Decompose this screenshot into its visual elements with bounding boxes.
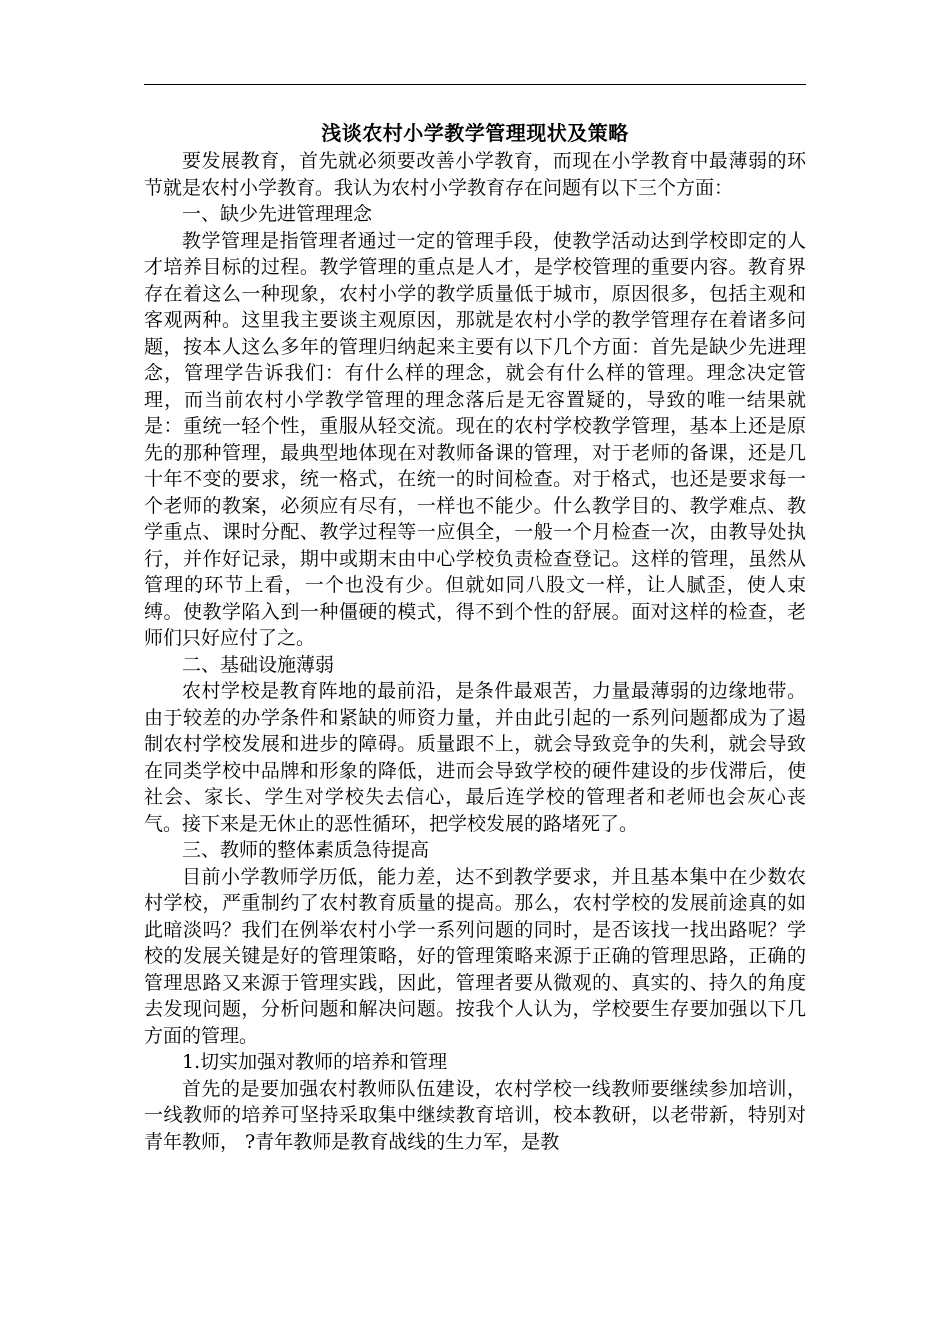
paragraph-intro: 要发展教育，首先就必须要改善小学教育，而现在小学教育中最薄弱的环节就是农村小学教育。我认为农村小学教育存在问题有以下三个方面： xyxy=(144,150,806,199)
document-body xyxy=(144,118,806,1155)
section-heading-1: 一、缺少先进管理理念 xyxy=(182,203,373,225)
paragraph-subsection-1: 首先的是要加强农村教师队伍建设，农村学校一线教师要继续参加培训，一线教师的培养可坚持采取集中继续教育培训，校本教研，以老带新，特别对青年教师， ?青年教师是教育战线的生力军，是教 xyxy=(144,1077,806,1153)
section-heading-3: 三、教师的整体素质急待提高 xyxy=(182,839,430,861)
header-rule xyxy=(144,84,806,85)
subsection-heading-1: 1.切实加强对教师的培养和管理 xyxy=(182,1051,448,1073)
document-title: 浅谈农村小学教学管理现状及策略 xyxy=(321,121,629,145)
paragraph-section-2: 农村学校是教育阵地的最前沿，是条件最艰苦，力量最薄弱的边缘地带。由于较差的办学条件和紧缺的师资力量，并由此引起的一系列问题都成为了遏制农村学校发展和进步的障碍。质量跟不上，就会导致竞争的失利，就会导致在同类学校中品牌和形象的降低，进而会导致学校的硬件建设的步伐滞后，使社会、家长、学生对学校失去信心，最后连学校的管理者和老师也会灰心丧气。接下来是无休止的恶性循环，把学校发展的路堵死了。 xyxy=(144,680,806,835)
paragraph-section-1: 教学管理是指管理者通过一定的管理手段，使教学活动达到学校即定的人才培养目标的过程。教学管理的重点是人才，是学校管理的重要内容。教育界存在着这么一种现象，农村小学的教学质量低于城市，原因很多，包括主观和客观两种。这里我主要谈主观原因，那就是农村小学的教学管理存在着诸多问题，按本人这么多年的管理归纳起来主要有以下几个方面：首先是缺少先进理念，管理学告诉我们：有什么样的理念，就会有什么样的管理。理念决定管理，而当前农村小学教学管理的理念落后是无容置疑的，导致的唯一结果就是：重统一轻个性，重服从轻交流。现在的农村学校教学管理，基本上还是原先的那种管理，最典型地体现在对教师备课的管理，对于老师的备课，还是几十年不变的要求，统一格式，在统一的时间检查。对于格式，也还是要求每一个老师的教案，必须应有尽有，一样也不能少。什么教学目的、教学难点、教学重点、课时分配、教学过程等一应俱全，一般一个月检查一次，由教导处执行，并作好记录，期中或期末由中心学校负责检查登记。这样的管理，虽然从管理的环节上看，一个也没有少。但就如同八股文一样，让人腻歪，使人束缚。使教学陷入到一种僵硬的模式，得不到个性的舒展。面对这样的检查，老师们只好应付了之。 xyxy=(144,229,806,649)
paragraph-section-3: 目前小学教师学历低，能力差，达不到教学要求，并且基本集中在少数农村学校，严重制约了农村教育质量的提高。那么，农村学校的发展前途真的如此暗淡吗？我们在例举农村小学一系列问题的同时，是否该找一找出路呢？学校的发展关键是好的管理策略，好的管理策略来源于正确的管理思路，正确的管理思路又来源于管理实践，因此，管理者要从微观的、真实的、持久的角度去发现问题，分析问题和解决问题。按我个人认为，学校要生存要加强以下几方面的管理。 xyxy=(144,865,806,1047)
section-heading-2: 二、基础设施薄弱 xyxy=(182,653,335,676)
